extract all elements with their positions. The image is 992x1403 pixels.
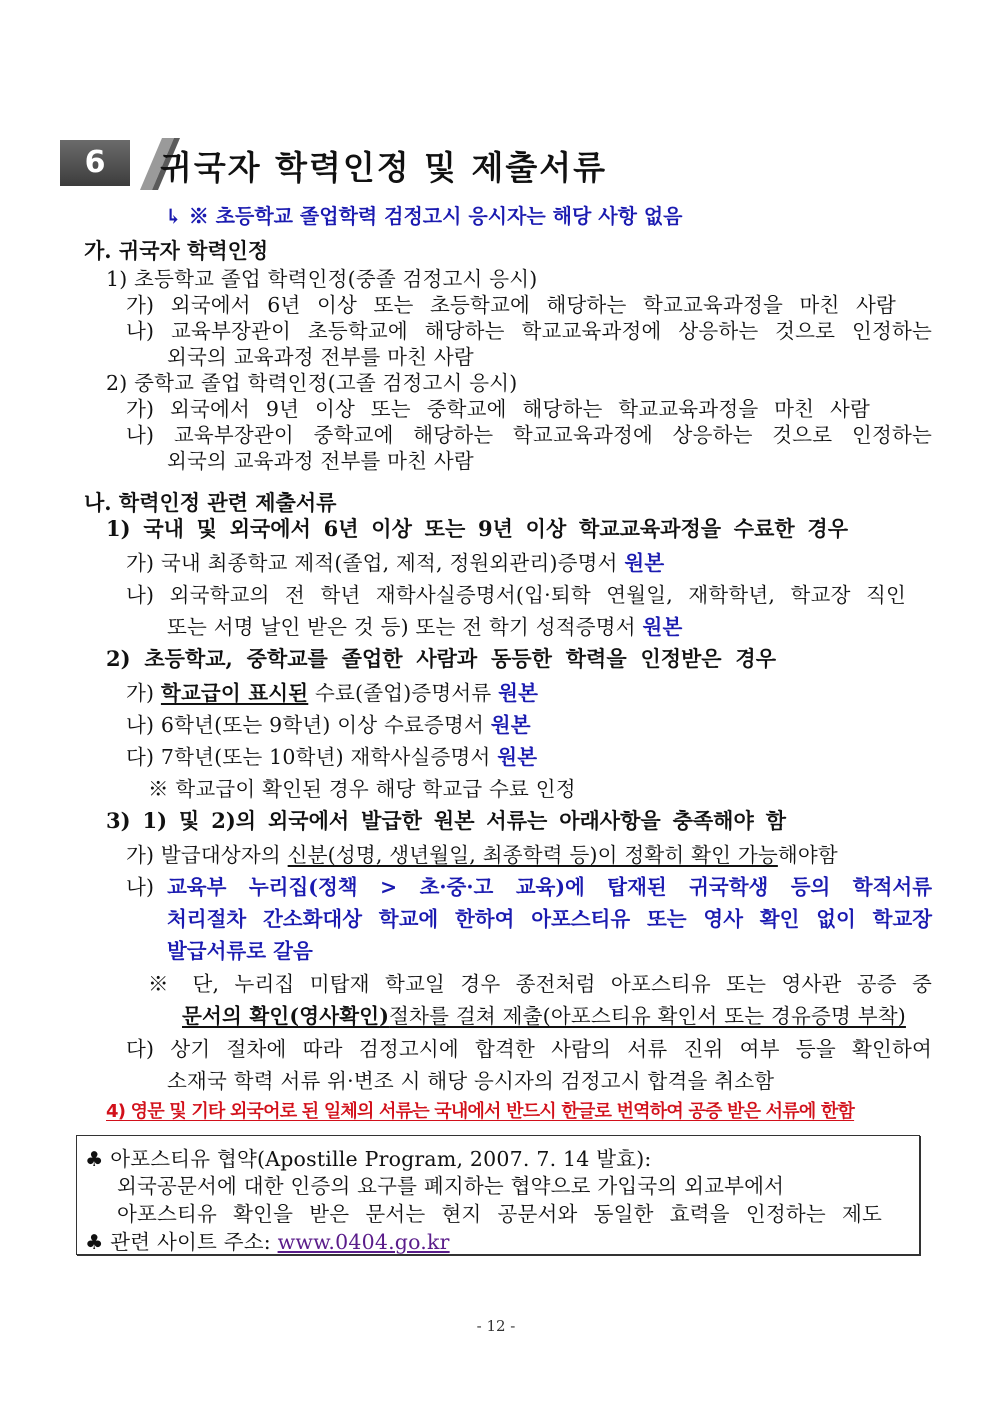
part-b-item3-na-line2: 처리절차 간소화대상 학교에 한하여 아포스티유 또는 영사 확인 없이 학교장 — [167, 907, 932, 931]
original-label: 원본 — [498, 681, 539, 705]
part-b-item3-na-prefix: 나) — [126, 875, 155, 899]
info-line1: ♣ 아포스티유 협약(Apostille Program, 2007. 7. 14 발효): — [85, 1147, 652, 1171]
part-a-item1: 1) 초등학교 졸업 학력인정(중졸 검정고시 응시) — [106, 267, 538, 291]
part-a-item2-na-line1: 나) 교육부장관이 중학교에 해당하는 학교교육과정에 상응하는 것으로 인정하는 — [126, 423, 932, 447]
part-b-item1-na-line2: 또는 서명 날인 받은 것 등) 또는 전 학기 성적증명서 원본 — [167, 615, 683, 639]
club-icon: ♣ — [85, 1230, 104, 1254]
section-number: 6 — [60, 140, 130, 186]
site-link[interactable]: www.0404.go.kr — [277, 1230, 450, 1254]
part-b-item1-ga: 가) 국내 최종학교 제적(졸업, 제적, 정원외관리)증명서 원본 — [126, 551, 665, 575]
part-b-item2-ga: 가) 학교급이 표시된 수료(졸업)증명서류 원본 — [126, 681, 539, 705]
part-b-item3-na-line3: 발급서류로 갈음 — [167, 939, 313, 963]
part-b-item3-note-line2: 문서의 확인(영사확인)절차를 걸쳐 제출(아포스티유 확인서 또는 경유증명 부착) — [182, 1004, 906, 1028]
section-header — [60, 140, 608, 190]
original-label: 원본 — [642, 615, 683, 639]
part-a-item2-ga: 가) 외국에서 9년 이상 또는 중학교에 해당하는 학교교육과정을 마친 사람 — [126, 397, 870, 421]
original-label: 원본 — [490, 713, 531, 737]
part-a-item2: 2) 중학교 졸업 학력인정(고졸 검정고시 응시) — [106, 371, 518, 395]
part-b-item4: 4) 영문 및 기타 외국어로 된 일체의 서류는 국내에서 반드시 한글로 번역하여 공증 받은 서류에 한함 — [106, 1101, 855, 1122]
part-b-item2-note: ※ 학교급이 확인된 경우 해당 학교급 수료 인정 — [148, 777, 576, 801]
apostille-info-box — [76, 1135, 920, 1255]
part-b-item3-da-line2: 소재국 학력 서류 위·변조 시 해당 응시자의 검정고시 합격을 취소함 — [167, 1069, 775, 1093]
original-label: 원본 — [497, 745, 538, 769]
part-a-heading: 가. 귀국자 학력인정 — [84, 238, 269, 263]
part-b-item2-na: 나) 6학년(또는 9학년) 이상 수료증명서 원본 — [126, 713, 531, 737]
part-a-item2-na-line2: 외국의 교육과정 전부를 마친 사람 — [167, 449, 474, 473]
part-b-item3-da-line1: 다) 상기 절차에 따라 검정고시에 합격한 사람의 서류 진위 여부 등을 확인하여 — [126, 1037, 932, 1061]
part-b-heading: 나. 학력인정 관련 제출서류 — [84, 490, 337, 515]
part-b-item2-da: 다) 7학년(또는 10학년) 재학사실증명서 원본 — [126, 745, 538, 769]
info-line2: 외국공문서에 대한 인증의 요구를 폐지하는 협약으로 가입국의 외교부에서 — [117, 1174, 785, 1198]
info-line4: ♣ 관련 사이트 주소: www.0404.go.kr — [85, 1230, 450, 1254]
part-a-item1-na-line1: 나) 교육부장관이 초등학교에 해당하는 학교교육과정에 상응하는 것으로 인정하는 — [126, 319, 932, 343]
part-b-item3-note-line1: ※ 단, 누리집 미탑재 학교일 경우 종전처럼 아포스티유 또는 영사관 공증 중 — [148, 972, 932, 996]
note-top: ↳ ※ 초등학교 졸업학력 검정고시 응시자는 해당 사항 없음 — [165, 204, 683, 228]
club-icon: ♣ — [85, 1147, 104, 1171]
page-number: - 12 - — [476, 1317, 516, 1335]
part-b-item3: 3) 1) 및 2)의 외국에서 발급한 원본 서류는 아래사항을 충족해야 함 — [106, 808, 786, 833]
part-a-item1-na-line2: 외국의 교육과정 전부를 마친 사람 — [167, 345, 474, 369]
info-line3: 아포스티유 확인을 받은 문서는 현지 공문서와 동일한 효력을 인정하는 제도 — [117, 1202, 882, 1226]
part-b-item3-na-line1: 교육부 누리집(정책 > 초·중·고 교육)에 탑재된 귀국학생 등의 학적서류 — [167, 875, 932, 899]
part-b-item1: 1) 국내 및 외국에서 6년 이상 또는 9년 이상 학교교육과정을 수료한 경우 — [106, 516, 848, 541]
part-b-item3-ga: 가) 발급대상자의 신분(성명, 생년월일, 최종학력 등)이 정확히 확인 가능해야함 — [126, 843, 838, 867]
part-b-item1-na-line1: 나) 외국학교의 전 학년 재학사실증명서(입·퇴학 연월일, 재학학년, 학교장 직인 — [126, 583, 906, 607]
original-label: 원본 — [624, 551, 665, 575]
part-a-item1-ga: 가) 외국에서 6년 이상 또는 초등학교에 해당하는 학교교육과정을 마친 사람 — [126, 293, 896, 317]
section-title: 귀국자 학력인정 및 제출서류 — [160, 148, 608, 187]
part-b-item2: 2) 초등학교, 중학교를 졸업한 사람과 동등한 학력을 인정받은 경우 — [106, 646, 776, 671]
